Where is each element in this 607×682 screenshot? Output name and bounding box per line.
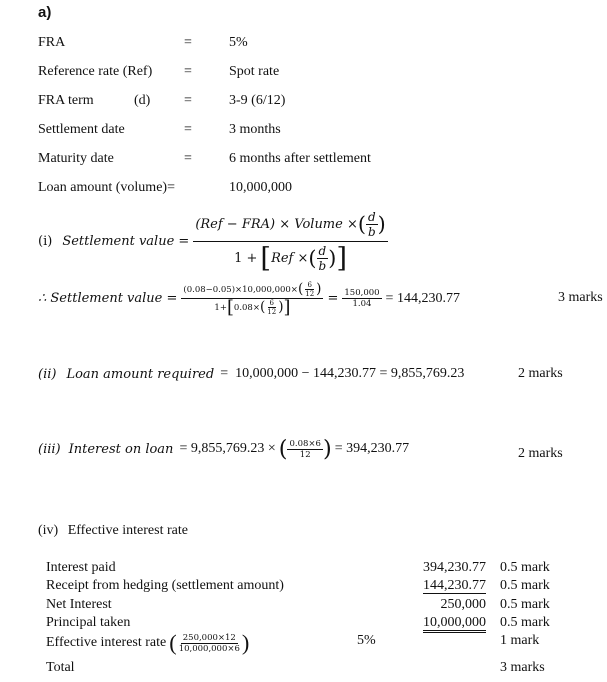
given-eq-ref: = — [184, 64, 192, 79]
given-extra-term: (d) — [134, 93, 151, 108]
row-label-net-interest: Net Interest — [46, 597, 112, 612]
effective-rate-numerator: 250,000×12 — [182, 632, 236, 643]
calc-den-twelve: 12 — [267, 308, 277, 317]
settlement-calc-fraction: (0.08−0.05)×10,000,000× ( $\frac{6}{12}$ ) 1+ [ 0.08× ( $\frac{6}{12}$ ) ] — [183, 280, 322, 318]
calc-simplified-numerator: 150,000 — [344, 288, 380, 299]
row-amount-receipt-hedging — [400, 578, 486, 594]
formula-numerator: (Ref − FRA) × Volume × — [195, 217, 358, 232]
interest-fraction-numerator: 0.08×6 — [289, 438, 321, 449]
given-eq-settlement: = — [184, 122, 192, 137]
row-label-interest-paid: Interest paid — [46, 560, 116, 575]
calc-denominator-one: 1+ — [214, 302, 227, 313]
settlement-formula-label: Settlement value = — [62, 234, 190, 249]
row-marks-interest-paid: 0.5 mark — [500, 560, 550, 575]
effective-rate-label: Effective interest rate — [46, 635, 167, 651]
row-amount-net-interest — [400, 597, 486, 613]
part-ii-marks: 2 marks — [518, 366, 563, 381]
interest-expression-a: = 9,855,769.23 × — [179, 441, 276, 457]
loan-required-line — [38, 366, 464, 382]
formula-den-d: d — [318, 244, 327, 258]
formula-denominator-ref: Ref × — [271, 251, 309, 266]
given-eq-fra: = — [184, 35, 192, 50]
effective-rate-fraction — [177, 633, 242, 654]
section-label: a) — [38, 4, 52, 21]
settlement-calculation — [38, 281, 460, 317]
part-i-number: (i) — [38, 234, 53, 249]
interest-on-loan-label: Interest on loan — [68, 441, 174, 457]
total-label: Total — [46, 660, 75, 675]
amount-net-interest: 250,000 — [440, 597, 486, 612]
given-value-ref: Spot rate — [229, 64, 280, 79]
row-amount-interest-paid — [400, 560, 486, 576]
formula-b: b — [367, 225, 376, 239]
amount-receipt-hedging: 144,230.77 — [423, 578, 486, 593]
given-label-loan: Loan amount (volume)= — [38, 180, 175, 195]
interest-rate-fraction — [287, 439, 322, 460]
effective-rate-marks: 1 mark — [500, 633, 540, 648]
interest-fraction-denominator: 12 — [299, 449, 311, 460]
part-ii-number: (ii) — [38, 366, 57, 382]
amount-principal: 10,000,000 — [423, 615, 486, 633]
formula-denominator-one: 1 + — [234, 251, 258, 266]
effective-rate-denominator: 10,000,000×6 — [178, 643, 240, 654]
row-marks-receipt-hedging: 0.5 mark — [500, 578, 550, 593]
calc-den-six: 6 — [269, 299, 274, 308]
part-iv-number: (iv) — [38, 523, 59, 538]
amount-interest-paid: 394,230.77 — [423, 560, 486, 575]
given-eq-term: = — [184, 93, 192, 108]
row-marks-principal: 0.5 mark — [500, 615, 550, 630]
given-label-settlement: Settlement date — [38, 122, 125, 137]
calc-twelve: 12 — [305, 290, 315, 298]
row-marks-net-interest: 0.5 mark — [500, 597, 550, 612]
part-iii-number: (iii) — [38, 441, 61, 457]
loan-required-expression: = 10,000,000 − 144,230.77 = 9,855,769.23 — [220, 366, 465, 381]
formula-den-b: b — [318, 259, 327, 273]
part-i-marks: 3 marks — [558, 290, 603, 305]
given-value-term: 3-9 (6/12) — [229, 93, 286, 108]
given-value-maturity: 6 months after settlement — [229, 151, 371, 166]
part-iii-marks: 2 marks — [518, 446, 563, 461]
settlement-calc-label: ∴ Settlement value = — [38, 291, 178, 307]
given-label-term: FRA term — [38, 93, 94, 108]
calc-simplified-fraction — [342, 288, 381, 309]
interest-on-loan-line: (iii) Interest on loan = 9,855,769.23 × ( $\frac{0.08\times 6}{12}$ ) = 394,230.77 — [38, 436, 410, 462]
loan-required-label: Loan amount required — [66, 366, 215, 382]
formula-d: d — [367, 210, 376, 224]
interest-result: = 394,230.77 — [334, 441, 410, 457]
given-label-maturity: Maturity date — [38, 151, 114, 166]
row-effective-rate: Effective interest rate ( $\frac{250,000\times 12}{10,000,000\times 6}$ ) — [46, 630, 250, 655]
effective-rate-value: 5% — [357, 633, 376, 648]
given-value-loan: 10,000,000 — [229, 180, 292, 195]
given-label-ref: Reference rate (Ref) — [38, 64, 153, 79]
row-label-principal: Principal taken — [46, 615, 131, 630]
part-iv-title: Effective interest rate — [67, 523, 188, 538]
settlement-formula — [38, 210, 388, 273]
given-value-settlement: 3 months — [229, 122, 281, 137]
total-marks: 3 marks — [500, 660, 545, 675]
row-amount-principal — [400, 615, 486, 631]
given-label-fra: FRA — [38, 35, 66, 50]
settlement-formula-fraction: (Ref − FRA) × Volume × ( $\frac{d}{b}$ ) 1 + [ Ref × ( $\frac{d}{b}$ ) ] — [195, 210, 386, 274]
calc-simplified-denominator: 1.04 — [352, 299, 372, 310]
row-label-receipt-hedging: Receipt from hedging (settlement amount) — [46, 578, 284, 593]
part-iv-heading — [38, 523, 188, 539]
calc-denominator-rate: 0.08× — [233, 302, 260, 313]
given-value-fra: 5% — [229, 35, 248, 50]
calc-six: 6 — [307, 281, 312, 289]
calc-equals: = — [327, 291, 339, 307]
calc-numerator: (0.08−0.05)×10,000,000× — [183, 284, 298, 295]
settlement-result: = 144,230.77 — [385, 290, 460, 306]
given-eq-maturity: = — [184, 151, 192, 166]
